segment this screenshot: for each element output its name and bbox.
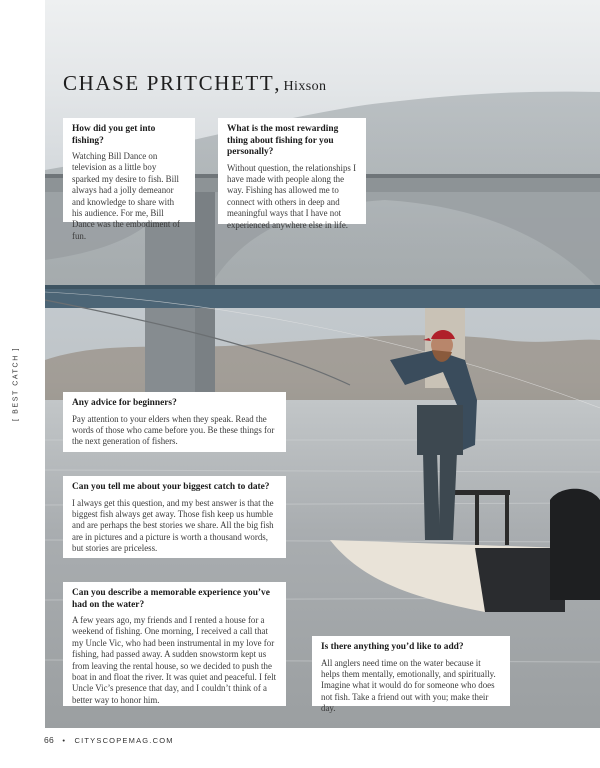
qa-answer: A few years ago, my friends and I rented a house for a weekend of fishing. One morning, I received a call that my Uncle Vic, who had been instrumental in my love for fishing, had passed away. A sudden snowstorm kept us from leaving the rental house, so we decided to push the boat in and float the river. It was quiet and peaceful. I felt Uncle Vic’s presence that day, and I couldn’t think of a better way to honor him.: [72, 615, 277, 705]
footer-site[interactable]: CITYSCOPEMAG.COM: [74, 736, 174, 745]
qa-box: [312, 636, 510, 714]
page-number: 66: [44, 735, 55, 745]
qa-box: [63, 476, 286, 558]
page-footer: [44, 735, 174, 745]
qa-box: [63, 582, 286, 706]
qa-question: How did you get into fishing?: [72, 124, 156, 146]
profile-header: [63, 71, 326, 96]
qa-question: Can you describe a memorable experience you’ve had on the water?: [72, 588, 270, 610]
qa-answer: All anglers need time on the water because it helps them mentally, emotionally, and spiritually. Imagine what it would do for someone who does not fish. Take a friend out with you; make their day.: [321, 657, 496, 714]
footer-separator: •: [62, 736, 67, 745]
qa-question: Is there anything you’d like to add?: [321, 642, 464, 652]
qa-box: [218, 118, 366, 230]
qa-question: What is the most rewarding thing about fishing for you personally?: [227, 124, 339, 157]
qa-box: [63, 392, 286, 452]
qa-answer: Without question, the relationships I have made with people along the way. Fishing has allowed me to connect with others in deep and meaningful ways that I have not experienced anywhere else in life.: [227, 162, 357, 230]
profile-city: Hixson: [283, 79, 327, 94]
qa-answer: I always get this question, and my best answer is that the biggest fish always get away. Those fish keep us humble and are perhaps the best stories we share. All the big fish are in pictures and a picture is worth a thousand words, but stories are priceless.: [72, 497, 274, 554]
qa-answer: Watching Bill Dance on television as a little boy sparked my desire to fish. Bill always had a jolly demeanor and knowledge to share with his audience. For me, Bill Dance was the embodiment of fun.: [72, 151, 180, 241]
section-tag: [ BEST CATCH ]: [12, 347, 20, 421]
header-separator: ,: [274, 71, 280, 95]
qa-box: [63, 118, 195, 241]
qa-question: Can you tell me about your biggest catch to date?: [72, 482, 270, 492]
qa-question: Any advice for beginners?: [72, 398, 177, 408]
profile-name: CHASE PRITCHETT: [63, 71, 275, 95]
qa-answer: Pay attention to your elders when they speak. Read the words of those who came before you. Be these things for the next generation of fishers.: [72, 413, 275, 447]
